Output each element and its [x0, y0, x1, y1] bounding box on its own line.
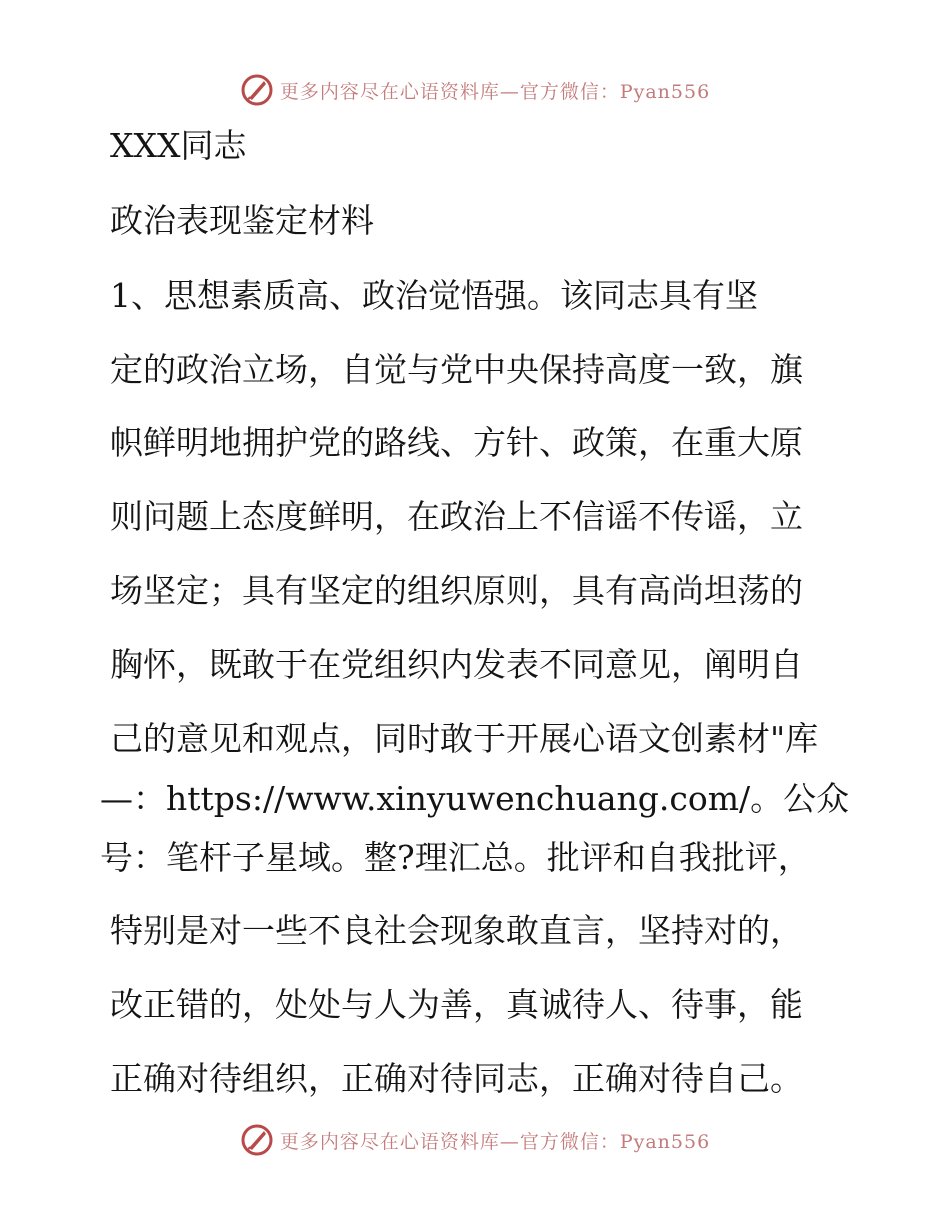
footer-banner	[0, 1120, 950, 1160]
body-line-6: 胸怀，既敢于在党组织内发表不同意见，阐明自	[110, 645, 803, 684]
quill-logo-icon	[240, 73, 274, 107]
body-line-10: 特别是对一些不良社会现象敢直言，坚持对的，	[110, 911, 803, 950]
body-line-9: 号：笔杆子星域。整?理汇总。批评和自我批评，	[100, 838, 811, 877]
body-line-4: 则问题上态度鲜明，在政治上不信谣不传谣，立	[110, 497, 803, 536]
body-line-1: 1、思想素质高、政治觉悟强。该同志具有坚	[110, 276, 758, 315]
quill-logo-icon	[240, 1123, 274, 1157]
footer-banner-text: 更多内容尽在心语资料库—官方微信：Pyan556	[279, 1130, 711, 1153]
addressee: XXX同志	[110, 126, 247, 165]
body-line-7: 己的意见和观点，同时敢于开展心语文创素材"库	[110, 719, 819, 758]
body-line-11: 改正错的，处处与人为善，真诚待人、待事，能	[110, 985, 803, 1024]
header-banner-text: 更多内容尽在心语资料库—官方微信：Pyan556	[279, 80, 711, 103]
body-line-12: 正确对待组织，正确对待同志，正确对待自己。	[110, 1059, 803, 1098]
header-banner	[0, 70, 950, 110]
body-line-3: 帜鲜明地拥护党的路线、方针、政策，在重大原	[110, 423, 803, 462]
body-line-8: —：https://www.xinyuwenchuang.com/。公众	[100, 779, 850, 818]
body-line-5: 场坚定；具有坚定的组织原则，具有高尚坦荡的	[110, 571, 803, 610]
body-line-2: 定的政治立场，自觉与党中央保持高度一致，旗	[110, 350, 803, 389]
document-title: 政治表现鉴定材料	[110, 201, 374, 240]
